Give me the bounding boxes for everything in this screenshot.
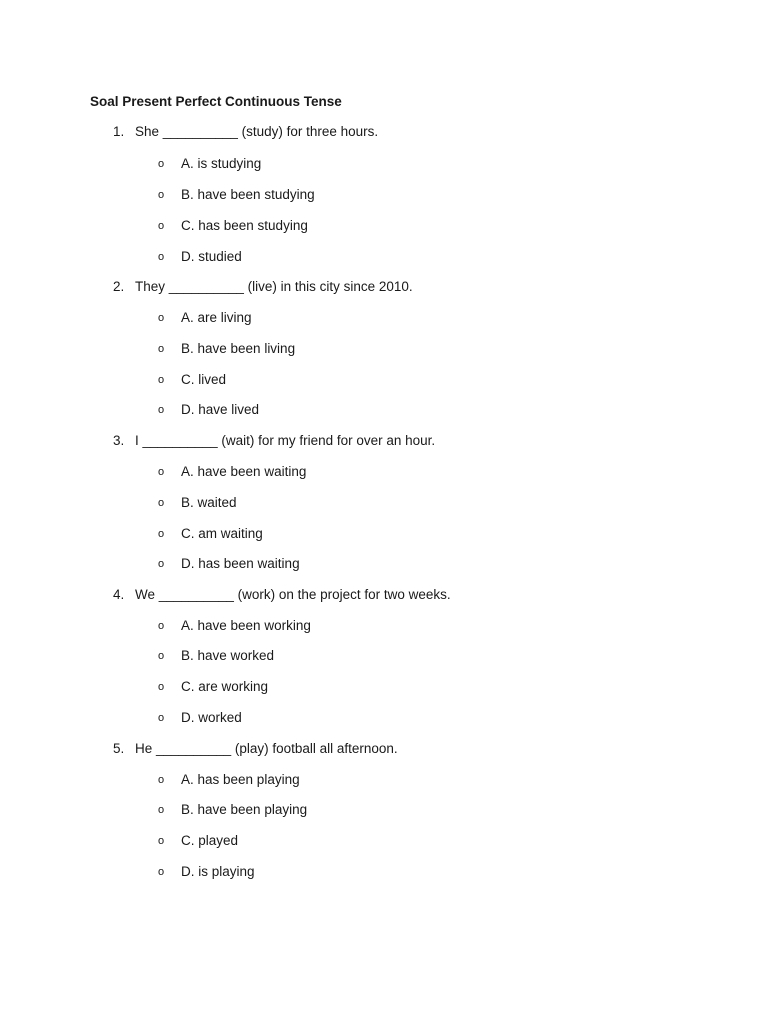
question-number: 3. <box>113 433 125 448</box>
bullet-icon: o <box>158 774 165 786</box>
option-text: D. worked <box>181 710 242 725</box>
bullet-icon: o <box>158 466 165 478</box>
option-text: B. have worked <box>181 648 275 663</box>
option-text: C. am waiting <box>181 526 263 541</box>
question-number: 5. <box>113 741 125 756</box>
option-text: A. are living <box>181 310 252 325</box>
bullet-icon: o <box>158 650 165 662</box>
option-3a <box>158 464 306 479</box>
option-text: A. have been waiting <box>181 464 307 479</box>
option-4a <box>158 618 311 633</box>
option-1c <box>158 218 308 233</box>
question-4 <box>113 587 451 602</box>
question-text: They __________ (live) in this city since 2010. <box>135 279 413 294</box>
option-text: B. have been living <box>181 341 296 356</box>
bullet-icon: o <box>158 404 165 416</box>
bullet-icon: o <box>158 251 165 263</box>
bullet-icon: o <box>158 312 165 324</box>
option-text: A. has been playing <box>181 772 300 787</box>
option-5b <box>158 802 307 817</box>
question-text: She __________ (study) for three hours. <box>135 124 379 139</box>
option-text: C. has been studying <box>181 218 308 233</box>
bullet-icon: o <box>158 866 165 878</box>
option-text: D. studied <box>181 249 242 264</box>
option-text: D. is playing <box>181 864 255 879</box>
option-5d <box>158 864 255 879</box>
question-text: I __________ (wait) for my friend for over an hour. <box>135 433 436 448</box>
bullet-icon: o <box>158 712 165 724</box>
option-5c <box>158 833 238 848</box>
option-text: B. have been playing <box>181 802 308 817</box>
option-text: D. have lived <box>181 402 260 417</box>
option-1d <box>158 249 242 264</box>
option-2d <box>158 402 259 417</box>
option-3b <box>158 495 237 510</box>
option-4b <box>158 648 274 663</box>
question-text: He __________ (play) football all afternoon. <box>135 741 398 756</box>
document-title: Soal Present Perfect Continuous Tense <box>90 94 342 109</box>
option-text: A. is studying <box>181 156 262 171</box>
question-1 <box>113 124 378 139</box>
bullet-icon: o <box>158 343 165 355</box>
bullet-icon: o <box>158 528 165 540</box>
question-number: 2. <box>113 279 125 294</box>
bullet-icon: o <box>158 374 165 386</box>
option-text: C. played <box>181 833 239 848</box>
option-text: C. are working <box>181 679 269 694</box>
question-text: We __________ (work) on the project for two weeks. <box>135 587 451 602</box>
bullet-icon: o <box>158 497 165 509</box>
option-4c <box>158 679 268 694</box>
bullet-icon: o <box>158 681 165 693</box>
option-text: A. have been working <box>181 618 311 633</box>
bullet-icon: o <box>158 620 165 632</box>
option-4d <box>158 710 242 725</box>
option-1b <box>158 187 315 202</box>
question-5 <box>113 741 398 756</box>
question-number: 1. <box>113 124 125 139</box>
option-5a <box>158 772 300 787</box>
option-text: B. have been studying <box>181 187 315 202</box>
question-2 <box>113 279 413 294</box>
option-text: D. has been waiting <box>181 556 300 571</box>
bullet-icon: o <box>158 835 165 847</box>
option-text: C. lived <box>181 372 227 387</box>
option-3c <box>158 526 263 541</box>
option-2a <box>158 310 252 325</box>
option-1a <box>158 156 261 171</box>
question-3 <box>113 433 435 448</box>
option-2c <box>158 372 226 387</box>
option-text: B. waited <box>181 495 237 510</box>
option-3d <box>158 556 300 571</box>
bullet-icon: o <box>158 189 165 201</box>
bullet-icon: o <box>158 804 165 816</box>
bullet-icon: o <box>158 220 165 232</box>
question-number: 4. <box>113 587 125 602</box>
bullet-icon: o <box>158 158 165 170</box>
bullet-icon: o <box>158 558 165 570</box>
option-2b <box>158 341 295 356</box>
